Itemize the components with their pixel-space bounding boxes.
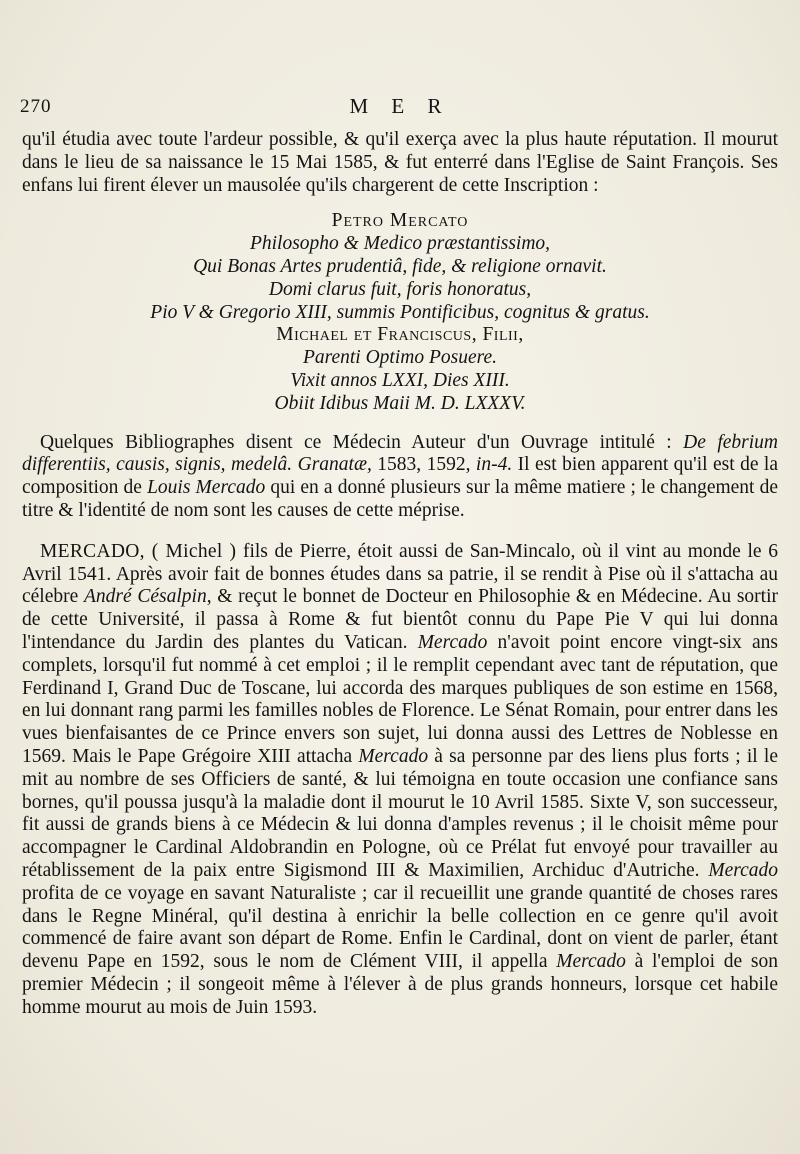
epitaph-line: Pio V & Gregorio XIII, summis Pontificibus, cognitus & gratus. [150,301,650,323]
person-name: André Césalpin [84,586,207,608]
running-head: M E R [349,94,451,118]
page-body [22,129,778,1019]
epitaph-line: Michael et Franciscus, Filii, [276,324,524,346]
epitaph-line: Petro Mercato [331,210,469,232]
intro-paragraph: qu'il étudia avec toute l'ardeur possible, & qu'il exerça avec la plus haute réputation. Il mourut dans le lieu de sa naissance le 15 Mai 1585, & fut enterré dans l'Eglise de Saint François. Ses enfans lui firent élever un mausolée qu'ils chargerent de cette Inscription : [22,129,778,196]
biography-paragraph [22,541,778,1020]
person-name: Mercado [556,951,626,973]
page-header [20,96,780,122]
biblio-text: qui en a donné plusieurs sur la même matiere ; le changement de titre & l'identité de nom sont les causes de cette méprise. [22,477,778,521]
epitaph-line: Vixit annos LXXI, Dies XIII. [290,369,510,391]
page-number: 270 [20,96,52,117]
book-title: De febrium differentiis, causis, signis, medelâ. Granatæ, [22,431,779,476]
person-name: Mercado [358,745,429,767]
epitaph-line: Qui Bonas Artes prudentiâ, fide, & religione ornavit. [193,255,607,277]
epitaph-line: Philosopho & Medico præstantissimo, [249,233,551,255]
biblio-text: Quelques Bibliographes disent ce Médecin Auteur d'un Ouvrage intitulé : [40,431,672,453]
bio-text: , & reçut le bonnet de Docteur en Philosophie & en Médecine. Au sortir de cette Université, il passa à Rome & fut bientôt connu du Pape Pie V qui lui donna l'intendance du Jardin des plantes du Vatican. [22,586,778,653]
bio-text: à sa personne par des liens plus forts ; il le mit au nombre de ses Officiers de santé, & lui témoigna en toute occasion une confiance sans bornes, qu'il poussa jusqu'à la maladie dont il mourut le 10 Avril 1585. Sixte V, son successeur, fit aussi de grands biens à ce Médecin & lui donna d'amples revenus ; il le choisit même pour accompagner le Cardinal Aldobrandin en Pologne, où ce Prélat fut envoyé pour travailler au rétablissement de la paix entre Sigismond III & Maximilien, Archiduc d'Autriche. [22,745,778,881]
epitaph-inscription [22,210,778,415]
bibliography-paragraph [22,432,778,523]
epitaph-line: Parenti Optimo Posuere. [302,347,498,369]
bio-text: profita de ce voyage en savant Naturaliste ; car il recueillit une grande quantité de choses rares dans le Regne Minéral, qu'il destina à enrichir la belle collection en ce genre qu'il avoit commencé de faire avant son départ de Rome. Enfin le Cardinal, dont on vient de parler, étant devenu Pape en 1592, sous le nom de Clément VIII, il appella [22,882,778,973]
bio-text: n'avoit point encore vingt-six ans complets, lorsqu'il fut nommé à cet emploi ; il le remplit cependant avec tant de réputation, que Ferdinand I, Grand Duc de Toscane, lui accorda des marques publiques de son estime en 1568, en lui donnant rang parmi les familles nobles de Florence. Le Sénat Romain, pour entrer dans les vues bienfaisantes de ce Prince envers son sujet, lui donna aussi des Lettres de Noblesse en 1569. Mais le Pape Grégoire XIII attacha [22,631,778,767]
book-format: in-4. [475,454,513,476]
entry-name: MERCADO, ( Michel ) [40,540,237,562]
biblio-text: Il est bien apparent qu'il est de la composition de [22,454,778,499]
person-name: Mercado [417,631,488,653]
author-name: Louis Mercado [147,477,266,499]
person-name: Mercado [708,859,778,881]
bio-text: fils de Pierre, étoit aussi de San-Mincalo, où il vint au monde le 6 Avril 1541. Après avoir fait de bonnes études dans sa patrie, il se rendit à Pise où il s'attacha au célebre [22,540,778,608]
biblio-text: 1583, 1592, [371,454,476,476]
bio-text: à l'emploi de son premier Médecin ; il songeoit même à l'élever à de plus grands honneurs, lorsque cet habile homme mourut au mois de Juin 1593. [22,951,778,1018]
epitaph-line: Domi clarus fuit, foris honoratus, [268,278,532,300]
epitaph-line: Obiit Idibus Maii M. D. LXXXV. [274,392,526,414]
